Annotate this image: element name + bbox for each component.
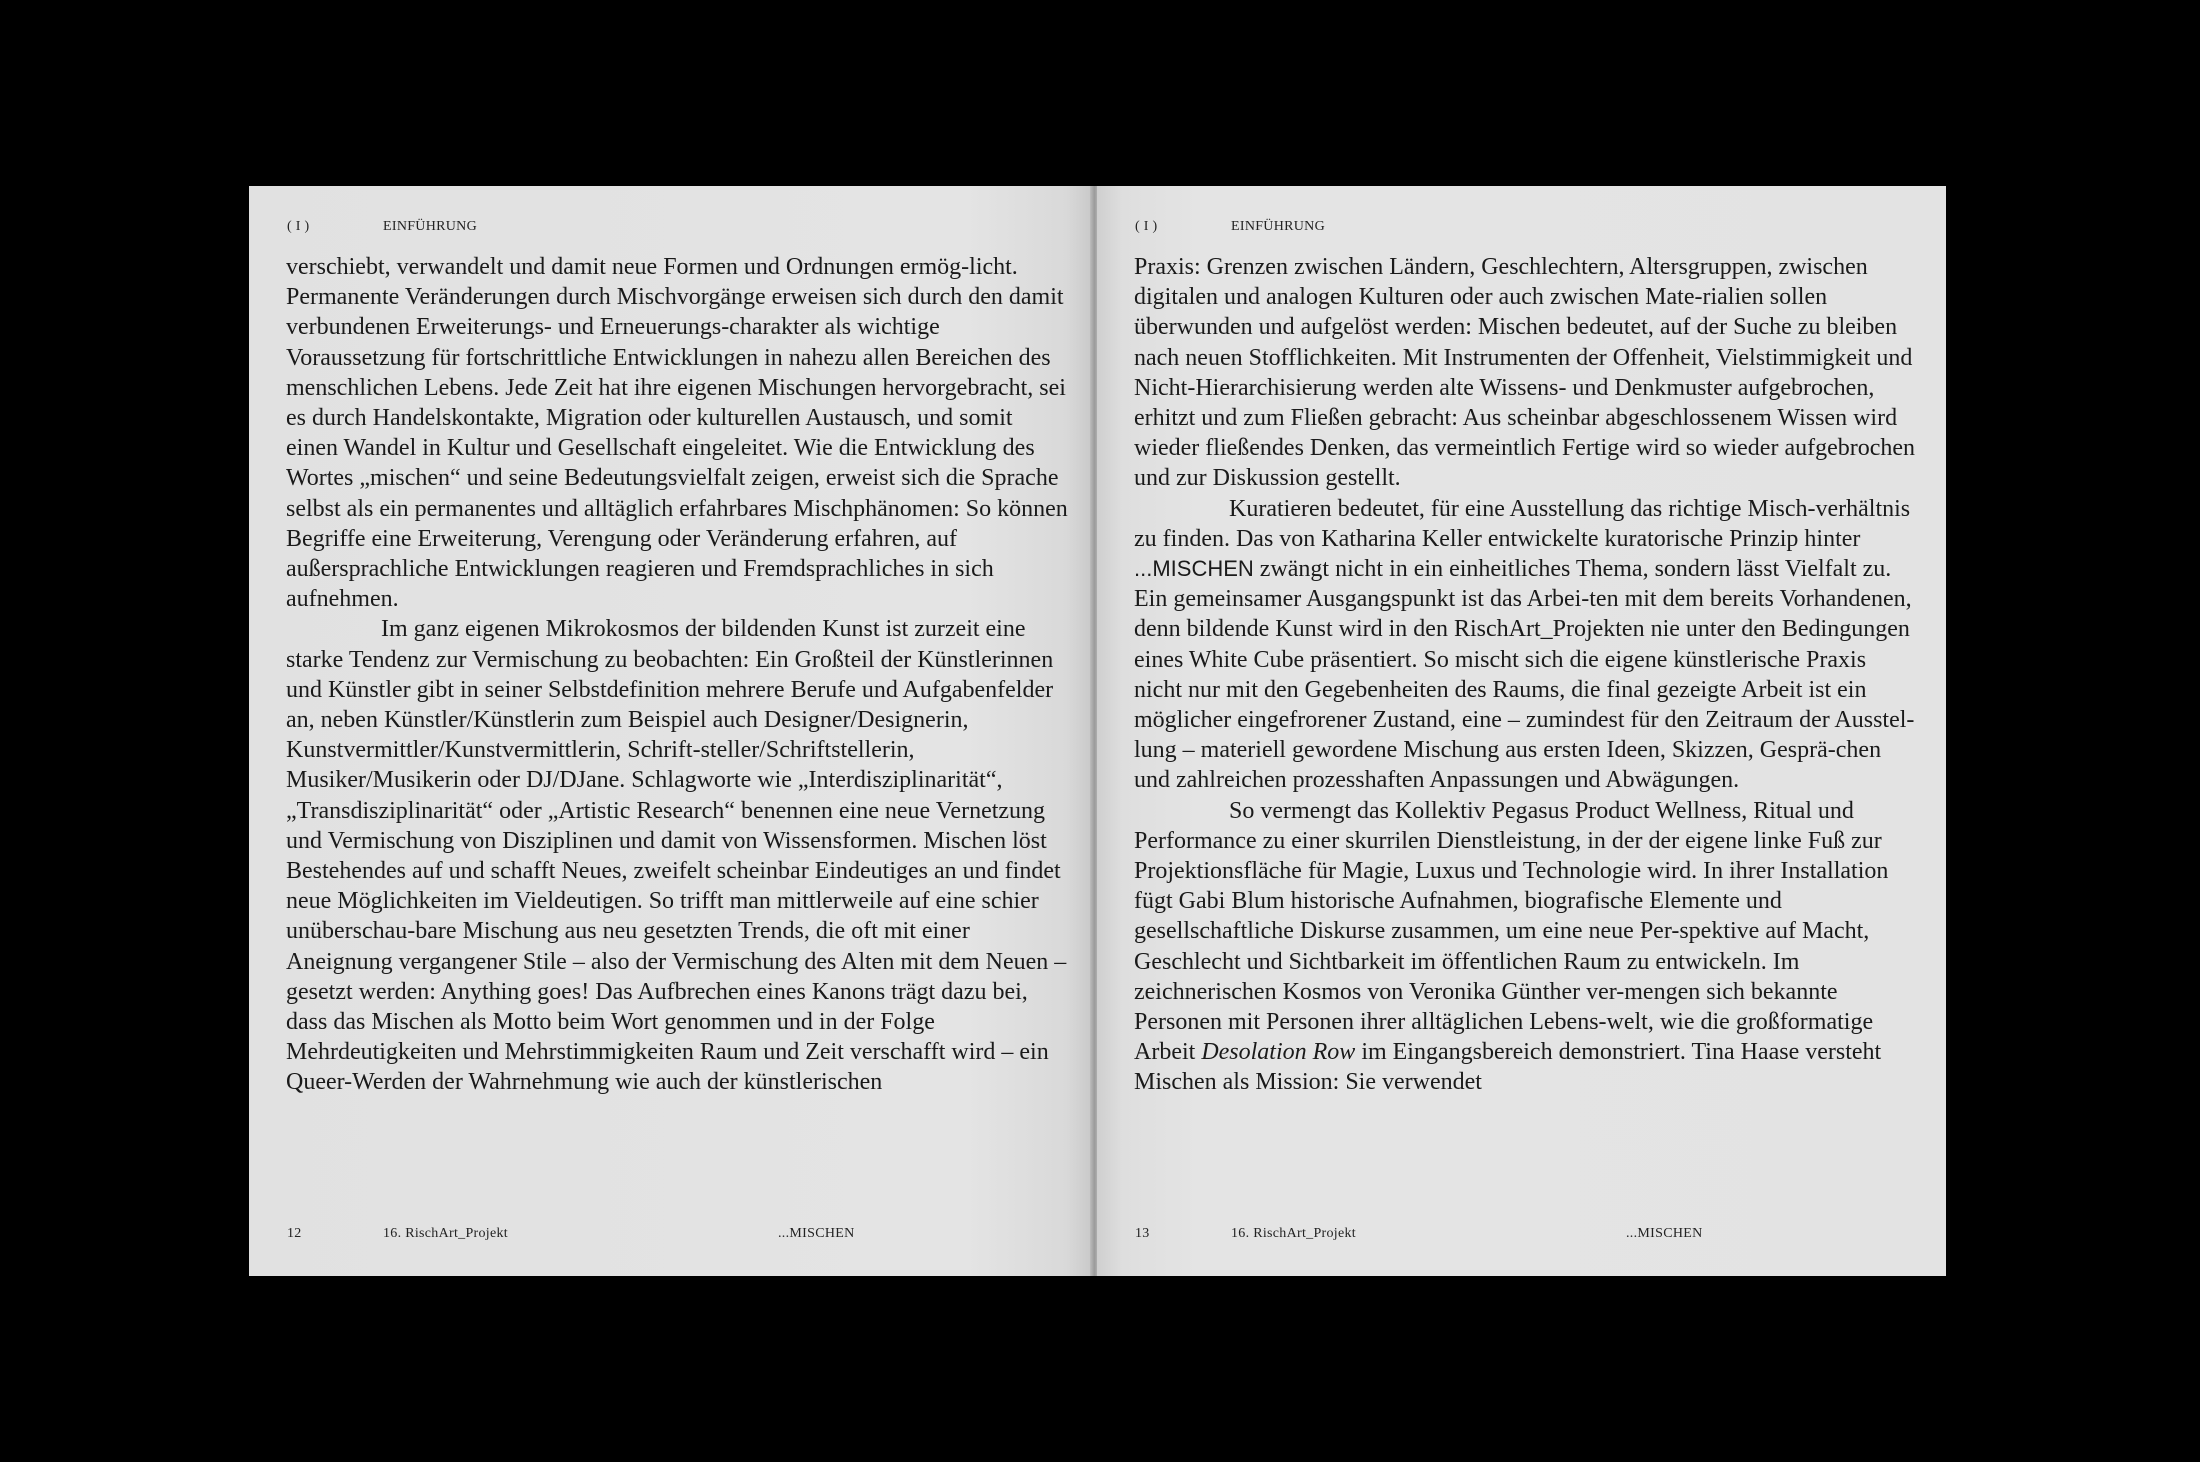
- section-number: ( I ): [287, 219, 310, 234]
- paragraph-text: So vermengt das Kollektiv Pegasus Product Wellness, Ritual und Performance zu einer skurrilen Dienstleistung, in der der eigene linke Fuß zur Projektionsfläche für Magie, Luxus und Technologie wird. In ihrer Installation fügt Gabi Blum historische Aufnahmen, biografische Elemente und gesellschaftliche Diskurse zusammen, um eine neue Per-spektive auf Macht, Geschlecht und Sichtbarkeit im öffentlichen Raum zu entwickeln. Im zeichnerischen Kosmos von Veronika Günther ver-mengen sich bekannte Personen mit Personen ihrer alltäglichen Lebens-welt, wie die großformatige Arbeit: [1134, 797, 1889, 1066]
- artwork-title: Desolation Row: [1201, 1039, 1356, 1066]
- exhibition-title: ...MISCHEN: [1134, 556, 1254, 582]
- body-text: [1134, 252, 1916, 1098]
- paragraph-text: im Eingangsbereich demonstriert. Tina Haase versteht Mischen als Mission: Sie verwendet: [1134, 1039, 1882, 1096]
- publication-name: 16. RischArt_Projekt: [383, 1226, 508, 1241]
- left-page: [249, 186, 1092, 1276]
- publication-title: ...MISCHEN: [1626, 1226, 1703, 1241]
- section-title: EINFÜHRUNG: [1231, 219, 1325, 234]
- publication-name: 16. RischArt_Projekt: [1231, 1226, 1356, 1241]
- paragraph: verschiebt, verwandelt und damit neue Formen und Ordnungen ermög-licht. Permanente Veränderungen durch Mischvorgänge erweisen sich durch den damit verbundenen Erweiterungs- und Erneuerungs-charakter als wichtige Voraussetzung für fortschrittliche Entwicklungen in nahezu allen Bereichen des menschlichen Lebens. Jede Zeit hat ihre eigenen Mischungen hervorgebracht, sei es durch Handelskontakte, Migration oder kulturellen Austausch, und somit einen Wandel in Kultur und Gesellschaft eingeleitet. Wie die Entwicklung des Wortes „mischen“ und seine Bedeutungsvielfalt zeigen, erweist sich die Sprache selbst als ein permanentes und alltäglich erfahrbares Mischphänomen: So können Begriffe eine Erweiterung, Verengung oder Veränderung erfahren, auf außersprachliche Entwicklungen reagieren und Fremdsprachliches in sich aufnehmen.: [286, 254, 1068, 613]
- paragraph: Im ganz eigenen Mikrokosmos der bildenden Kunst ist zurzeit eine starke Tendenz zur Vermischung zu beobachten: Ein Großteil der Künstlerinnen und Künstler gibt in seiner Selbstdefinition mehrere Berufe und Aufgabenfelder an, neben Künstler/Künstlerin zum Beispiel auch Designer/Designerin, Kunstvermittler/Kunstvermittlerin, Schrift-steller/Schriftstellerin, Musiker/Musikerin oder DJ/DJane. Schlagworte wie „Interdisziplinarität“, „Transdisziplinarität“ oder „Artistic Research“ benennen eine neue Vernetzung und Vermischung von Disziplinen und damit von Wissensformen. Mischen löst Bestehendes auf und schafft Neues, zweifelt scheinbar Eindeutiges an und findet neue Möglichkeiten im Vieldeutigen. So trifft man mittlerweile auf eine schier unüberschau-bare Mischung aus neu gesetzten Trends, die oft mit einer Aneignung vergangener Stile – also der Vermischung des Alten mit dem Neuen – gesetzt werden: Anything goes! Das Aufbrechen eines Kanons trägt dazu bei, dass das Mischen als Motto beim Wort genommen und in der Folge Mehrdeutigkeiten und Mehrstimmigkeiten Raum und Zeit verschafft wird – ein Queer-Werden der Wahrnehmung wie auch der künstlerischen: [286, 616, 1067, 1096]
- publication-title: ...MISCHEN: [778, 1226, 855, 1241]
- page-number: 12: [287, 1226, 302, 1241]
- section-title: EINFÜHRUNG: [383, 219, 477, 234]
- paragraph: Praxis: Grenzen zwischen Ländern, Geschlechtern, Altersgruppen, zwischen digitalen und analogen Kulturen oder auch zwischen Mate-rialien sollen überwunden und aufgelöst werden: Mischen bedeutet, auf der Suche zu bleiben nach neuen Stofflichkeiten. Mit Instrumenten der Offenheit, Vielstimmigkeit und Nicht-Hierarchisierung werden alte Wissens- und Denkmuster aufgebrochen, erhitzt und zum Fließen gebracht: Aus scheinbar abgeschlossenem Wissen wird wieder fließendes Denken, das vermeintlich Fertige wird so wieder aufgebrochen und zur Diskussion gestellt.: [1134, 254, 1916, 492]
- right-page: [1097, 186, 1946, 1276]
- paragraph-text: zwängt nicht in ein einheitliches Thema, sondern lässt Vielfalt zu. Ein gemeinsamer Ausgangspunkt ist das Arbei-ten mit dem bereits Vorhandenen, denn bildende Kunst wird in den RischArt_Projekten nie unter den Bedingungen eines White Cube präsentiert. So mischt sich die eigene künstlerische Praxis nicht nur mit den Gegebenheiten des Raums, die final gezeigte Arbeit ist ein möglicher eingefrorener Zustand, eine – zumindest für den Zeitraum der Ausstel-lung – materiell gewordene Mischung aus ersten Ideen, Skizzen, Gesprä-chen und zahlreichen prozesshaften Anpassungen und Abwägungen.: [1134, 556, 1915, 794]
- paragraph: [1134, 796, 1916, 1098]
- paragraph-text: Kuratieren bedeutet, für eine Ausstellung das richtige Misch-verhältnis zu finden. Das von Katharina Keller entwickelte kuratorische Prinzip hinter: [1134, 495, 1911, 552]
- paragraph: [1134, 494, 1916, 796]
- page-number: 13: [1135, 1226, 1150, 1241]
- section-number: ( I ): [1135, 219, 1158, 234]
- body-text: [286, 252, 1068, 1098]
